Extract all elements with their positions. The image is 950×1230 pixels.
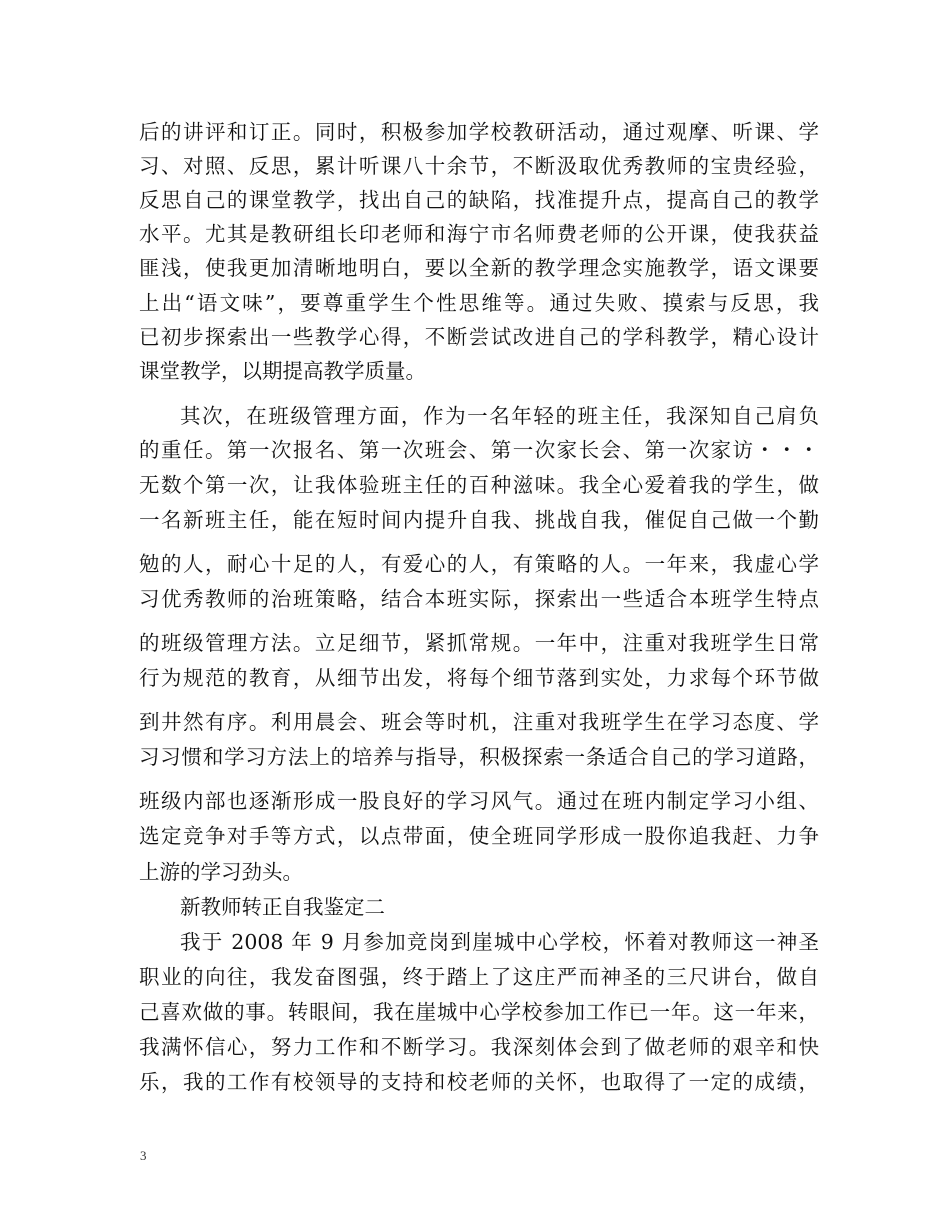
paragraph-first-line: 其次，在班级管理方面，作为一名年轻的班主任，我深知自己肩负 [180,404,819,428]
body-text-line: 习、对照、反思，累计听课八十余节，不断汲取优秀教师的宝贵经验， [139,154,819,178]
body-text-line: 行为规范的教育，从细节出发，将每个细节落到实处，力求每个环节做 [139,666,819,690]
body-text-line: 班级内部也逐渐形成一股良好的学习风气。通过在班内制定学习小组、 [139,789,819,813]
body-text-line: 匪浅，使我更加清晰地明白，要以全新的教学理念实施教学，语文课要 [139,256,819,280]
body-text-line: 乐，我的工作有校领导的支持和校老师的关怀，也取得了一定的成绩， [139,1070,819,1094]
body-text-line: 职业的向往，我发奋图强，终于踏上了这庄严而神圣的三尺讲台，做自 [139,965,819,989]
body-text-line: 习优秀教师的治班策略，结合本班实际，探索出一些适合本班学生特点 [139,587,819,611]
body-text-line: 到井然有序。利用晨会、班会等时机，注重对我班学生在学习态度、学 [139,710,819,734]
body-text-line: 反思自己的课堂教学，找出自己的缺陷，找准提升点，提高自己的教学 [139,188,819,212]
body-text-line: 习习惯和学习方法上的培养与指导，积极探索一条适合自己的学习道路， [139,745,819,769]
body-text-line: 己喜欢做的事。转眼间，我在崖城中心学校参加工作已一年。这一年来， [139,1000,819,1024]
body-text-line: 上出“语文味”，要尊重学生个性思维等。通过失败、摸索与反思，我 [139,291,819,315]
body-text-line: 我满怀信心，努力工作和不断学习。我深刻体会到了做老师的艰辛和快 [139,1035,819,1059]
body-text-line: 后的讲评和订正。同时，积极参加学校教研活动，通过观摩、听课、学 [139,120,819,144]
body-text-line: 上游的学习劲头。 [139,860,303,884]
body-text-line: 的班级管理方法。立足细节，紧抓常规。一年中，注重对我班学生日常 [139,631,819,655]
body-text-line: 选定竞争对手等方式，以点带面，使全班同学形成一股你追我赶、力争 [139,824,819,848]
body-text-line: 勉的人，耐心十足的人，有爱心的人，有策略的人。一年来，我虚心学 [139,552,819,576]
paragraph-first-line: 我于 2008 年 9 月参加竞岗到崖城中心学校，怀着对教师这一神圣 [180,930,819,954]
page-number: 3 [140,1148,147,1163]
body-text-line: 水平。尤其是教研组长印老师和海宁市名师费老师的公开课，使我获益 [139,222,819,246]
body-text-line: 无数个第一次，让我体验班主任的百种滋味。我全心爱着我的学生，做 [139,473,819,497]
body-text-line: 一名新班主任，能在短时间内提升自我、挑战自我，催促自己做一个勤 [139,508,819,532]
body-text-line: 已初步探索出一些教学心得，不断尝试改进自己的学科教学，精心设计 [139,325,819,349]
section-heading: 新教师转正自我鉴定二 [180,895,385,919]
body-text-line: 的重任。第一次报名、第一次班会、第一次家长会、第一次家访・・・ [139,438,819,462]
body-text-line: 课堂教学，以期提高教学质量。 [139,359,426,383]
